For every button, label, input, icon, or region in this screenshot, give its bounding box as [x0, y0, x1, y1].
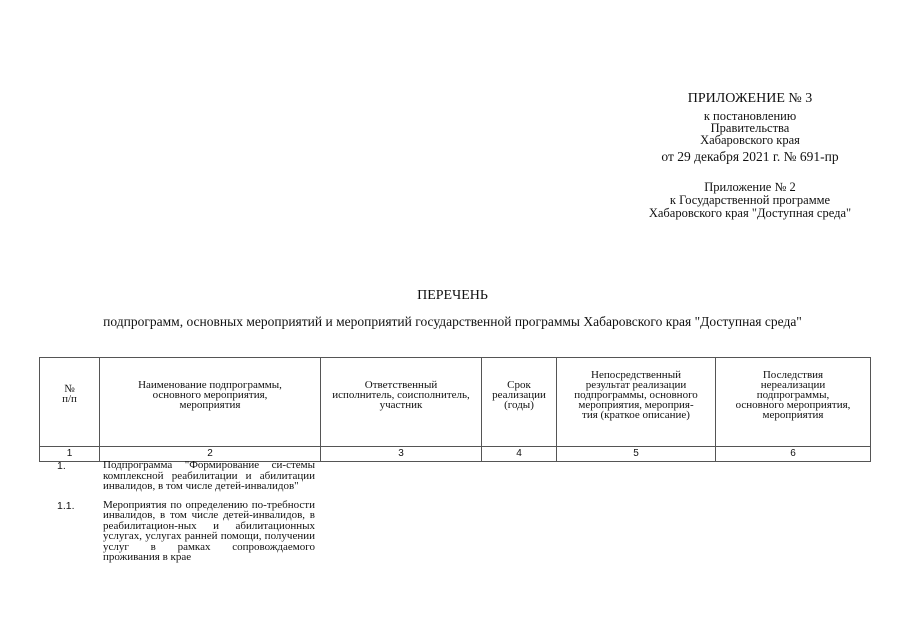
- column-header-result: Непосредственный результат реализации подпрограммы, основного мероприятия, мероприя- тия (краткое описание): [557, 358, 716, 447]
- appendix-second-line-2: к Государственной программе: [669, 193, 831, 207]
- appendix-second-block: [580, 181, 905, 220]
- programs-table: [39, 357, 871, 462]
- table-header-row: [40, 358, 871, 447]
- column-header-executor: Ответственный исполнитель, соисполнитель, участник: [321, 358, 482, 447]
- row-number: 1.: [57, 460, 66, 472]
- title-heading: ПЕРЕЧЕНЬ: [417, 288, 488, 303]
- column-number-1: 1: [40, 447, 100, 462]
- appendix-main-line-1: к постановлению: [703, 109, 797, 123]
- column-number-2: 2: [100, 447, 321, 462]
- appendix-main-line-3: Хабаровского края: [700, 133, 800, 147]
- appendix-main-line-2: Правительства: [710, 121, 790, 135]
- appendix-second-line-3: Хабаровского края "Доступная среда": [648, 206, 852, 220]
- title-subtitle: подпрограмм, основных мероприятий и мероприятий государственной программы Хабаровского края "Доступная среда": [103, 314, 802, 329]
- row-number: 1.1.: [57, 499, 75, 512]
- appendix-main-block: [640, 91, 860, 163]
- appendix-main-header: ПРИЛОЖЕНИЕ № 3: [687, 91, 813, 106]
- appendix-second-line-1: Приложение № 2: [704, 180, 796, 194]
- row-name: Подпрограмма "Формирование си-стемы комплексной реабилитации и абилитации инвалидов, в том числе детей-инвалидов": [103, 459, 315, 492]
- table-body-rows: [39, 460, 339, 569]
- column-number-4: 4: [482, 447, 557, 462]
- column-number-3: 3: [321, 447, 482, 462]
- table-row: [39, 500, 339, 563]
- column-header-name: Наименование подпрограммы, основного мероприятия, мероприятия: [100, 358, 321, 447]
- column-number-5: 5: [557, 447, 716, 462]
- column-header-num: № п/п: [40, 358, 100, 447]
- appendix-main-date: от 29 декабря 2021 г. № 691-пр: [661, 149, 839, 164]
- document-title: [0, 288, 905, 330]
- column-header-term: Срок реализации (годы): [482, 358, 557, 447]
- table-row: [39, 460, 339, 492]
- column-header-consequences: Последствия нереализации подпрограммы, основного мероприятия, мероприятия: [716, 358, 871, 447]
- row-name: Мероприятия по определению по-требности инвалидов, в том числе детей-инвалидов, в реабилитацион-ных и абилитационных услугах, услугах ранней помощи, получении услуг в рамках сопровождаемого проживания в крае: [103, 498, 315, 563]
- column-number-6: 6: [716, 447, 871, 462]
